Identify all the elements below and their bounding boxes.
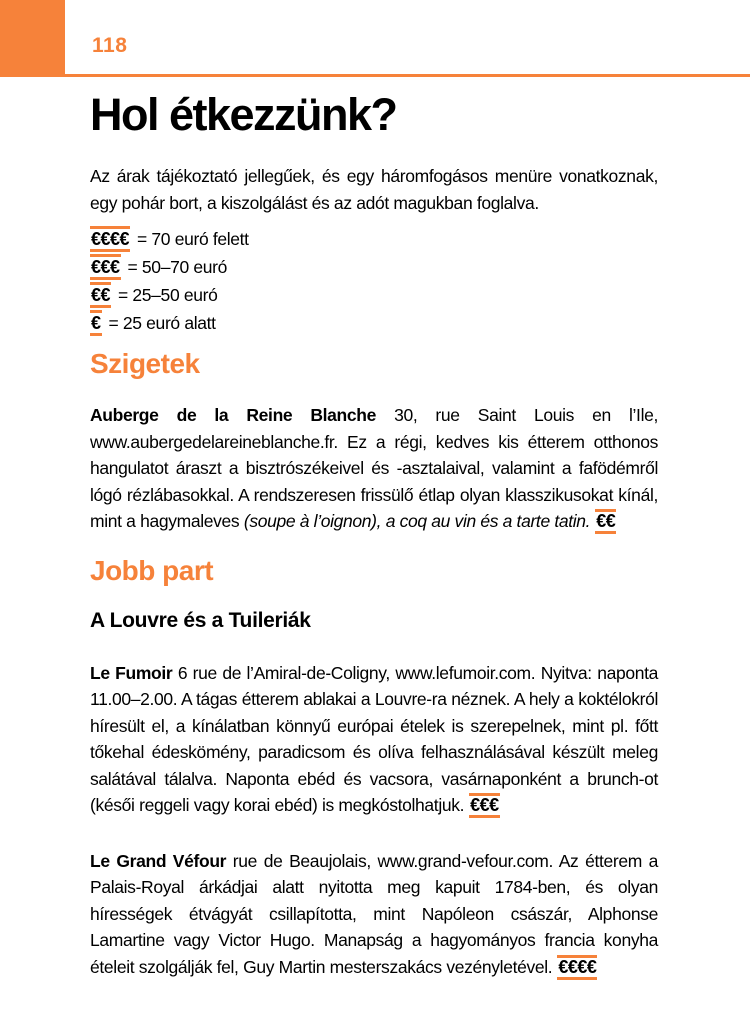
restaurant-name: Le Grand Véfour: [90, 850, 227, 871]
price-rating: €€€€: [557, 955, 597, 980]
legend-label: = 25–50 euró: [118, 285, 218, 306]
subsection-heading-louvre-tuileriak: A Louvre és a Tuileriák: [90, 608, 311, 632]
legend-row: [90, 280, 658, 308]
entry-text: rue de Beaujolais, www.grand-vefour.com. Az étterem a Palais-Royal árkádjai alatt nyitotta meg kapuit 1784-ben, és olyan hírességek étvágyát csillapította, mint Napóleon császár, Alphonse Lamartine vagy Victor Hugo. Manapság a hagyományos francia konyha ételeit szolgálják fel, Guy Martin mesterszakács vezényletével.: [90, 850, 658, 977]
entry-text: (soupe à l’oignon), a coq au vin és a tarte tatin.: [243, 511, 591, 531]
entry-text: 6 rue de l’Amiral-de-Coligny, www.lefumoir.com. Nyitva: naponta 11.00–2.00. A tágas étterem ablakai a Louvre-ra néznek. A hely a koktélokról híresült el, a kínálatban könnyű európai ételek is szerepelnek, mint pl. főtt tőkehal édeskömény, paradicsom és olíva felhasználásával készült meleg salátával tálalva. Naponta ebéd és vacsora, vasárnaponként a brunch-ot (késői reggeli vagy korai ebéd) is megkóstolhatjuk.: [90, 662, 659, 815]
legend-row: [90, 252, 658, 280]
legend-label: = 50–70 euró: [127, 257, 227, 278]
restaurant-entry-le-grand-vefour: [90, 848, 658, 981]
entry-body: [90, 663, 658, 816]
legend-label: = 25 euró alatt: [108, 313, 216, 334]
price-rating: €€€: [469, 793, 500, 818]
entry-text: 30, rue Saint Louis en l’Ile, www.aubergedelareineblanche.fr. Ez a régi, kedves kis étterem otthonos hangulatot áraszt a bisztrószékeivel és -asztalaival, valamint a fafödémről lógó rézlábasokkal. A rendszeresen frissülő étlap olyan klasszikusokat kínál, mint a hagymaleves: [90, 405, 658, 531]
price-legend: [90, 224, 658, 336]
legend-row: [90, 308, 658, 336]
price-symbol: €€€: [90, 254, 121, 280]
restaurant-entry-auberge: [90, 402, 658, 535]
page-number: 118: [92, 34, 128, 57]
legend-label: = 70 euró felett: [137, 229, 249, 250]
price-symbol: €: [90, 310, 102, 336]
legend-row: [90, 224, 658, 252]
restaurant-name: Le Fumoir: [90, 662, 173, 683]
price-symbol: €€€€: [90, 226, 130, 252]
section-heading-jobb-part: Jobb part: [90, 554, 214, 586]
intro-paragraph: Az árak tájékoztató jellegűek, és egy háromfogásos menüre vonatkoznak, egy pohár bort, a kiszolgálást és az adót magukban foglalva.: [90, 166, 658, 213]
entry-body: [90, 405, 658, 531]
restaurant-entry-le-fumoir: [90, 660, 658, 819]
restaurant-name: Auberge de la Reine Blanche: [90, 405, 376, 425]
price-symbol: €€: [90, 282, 111, 308]
page-title: Hol étkezzünk?: [90, 89, 397, 140]
section-heading-szigetek: Szigetek: [90, 348, 200, 379]
price-rating: €€: [595, 509, 616, 534]
